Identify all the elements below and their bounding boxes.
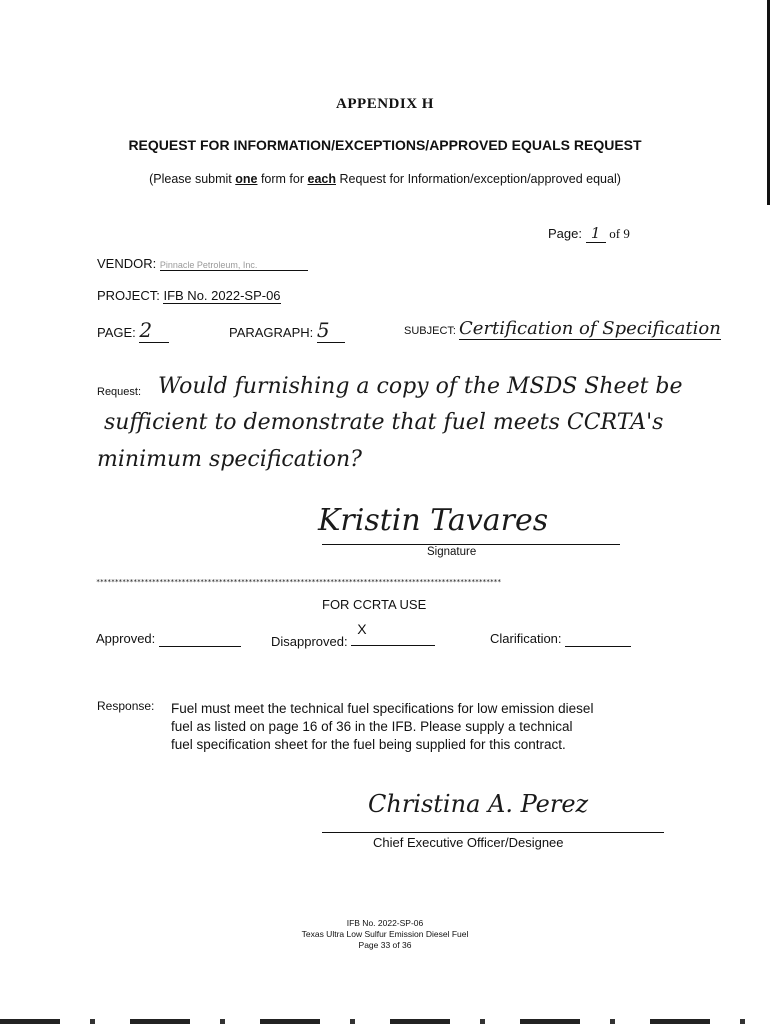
- scan-bottom-strip: [0, 1019, 770, 1024]
- project-row: [97, 288, 281, 304]
- project-label: PROJECT:: [97, 288, 160, 303]
- vendor-label: VENDOR:: [97, 256, 157, 271]
- request-label: Request:: [97, 386, 142, 398]
- clarification-row: [490, 631, 631, 647]
- instr-middle: form for: [257, 172, 308, 186]
- instr-suffix: Request for Information/exception/approved equal): [336, 172, 621, 186]
- subject-row: [404, 318, 721, 340]
- footer-line-3: Page 33 of 36: [358, 940, 412, 950]
- page-counter-total: of 9: [609, 226, 630, 241]
- response-text: [171, 700, 593, 754]
- approved-row: [96, 631, 241, 647]
- paragraph-value: 5: [317, 318, 345, 343]
- clarification-label: Clarification:: [490, 631, 562, 646]
- page-ref-row: [97, 318, 169, 343]
- paragraph-label: PARAGRAPH:: [229, 325, 314, 340]
- instr-prefix: (Please submit: [149, 172, 236, 186]
- disapproved-line: [351, 621, 435, 646]
- form-instructions: [0, 172, 770, 186]
- response-line-1: Fuel must meet the technical fuel specifications for low emission diesel: [171, 701, 594, 716]
- vendor-signature-line: [322, 544, 620, 545]
- disapproved-mark: X: [357, 621, 367, 637]
- page-ref-label: PAGE:: [97, 325, 136, 340]
- page-footer: [0, 918, 770, 951]
- page-title: APPENDIX H: [336, 96, 434, 112]
- disapproved-label: Disapproved:: [271, 634, 348, 649]
- subject-value: Certification of Specification: [459, 318, 721, 339]
- form-subtitle: REQUEST FOR INFORMATION/EXCEPTIONS/APPROVED EQUALS REQUEST: [128, 137, 642, 153]
- approved-label: Approved:: [96, 631, 156, 646]
- request-line-3: minimum specification?: [97, 447, 362, 472]
- response-line-3: fuel specification sheet for the fuel being supplied for this contract.: [171, 737, 566, 752]
- footer-line-1: IFB No. 2022-SP-06: [346, 918, 424, 928]
- request-line-2: sufficient to demonstrate that fuel meets CCRTA's: [104, 410, 664, 435]
- subject-label: SUBJECT:: [404, 325, 456, 337]
- vendor-signature: Kristin Tavares: [318, 503, 549, 538]
- paragraph-row: [229, 318, 345, 343]
- disapproved-row: [271, 621, 435, 649]
- approved-line: [159, 631, 241, 647]
- project-value: IFB No. 2022-SP-06: [163, 288, 281, 303]
- page-counter-value: 1: [586, 224, 606, 243]
- response-label: Response:: [97, 699, 155, 713]
- response-line-2: fuel as listed on page 16 of 36 in the IFB. Please supply a technical: [171, 719, 573, 734]
- section-divider: *************************************************************************************************************: [96, 578, 501, 586]
- official-signature: Christina A. Perez: [368, 790, 589, 818]
- page-counter: [548, 224, 630, 243]
- request-line-1: Would furnishing a copy of the MSDS Sheet be: [158, 374, 683, 399]
- instr-each: each: [307, 172, 336, 186]
- page-ref-value: 2: [139, 318, 169, 343]
- official-signature-title: Chief Executive Officer/Designee: [373, 835, 564, 850]
- clarification-line: [565, 631, 631, 647]
- instr-one: one: [235, 172, 258, 186]
- footer-line-2: Texas Ultra Low Sulfur Emission Diesel Fuel: [301, 929, 469, 939]
- official-signature-line: [322, 832, 664, 833]
- vendor-signature-label: Signature: [427, 546, 477, 558]
- vendor-row: [97, 256, 308, 271]
- ccrta-heading: FOR CCRTA USE: [322, 597, 427, 612]
- vendor-value: Pinnacle Petroleum, Inc.: [160, 260, 308, 271]
- page-counter-label: Page:: [548, 226, 582, 241]
